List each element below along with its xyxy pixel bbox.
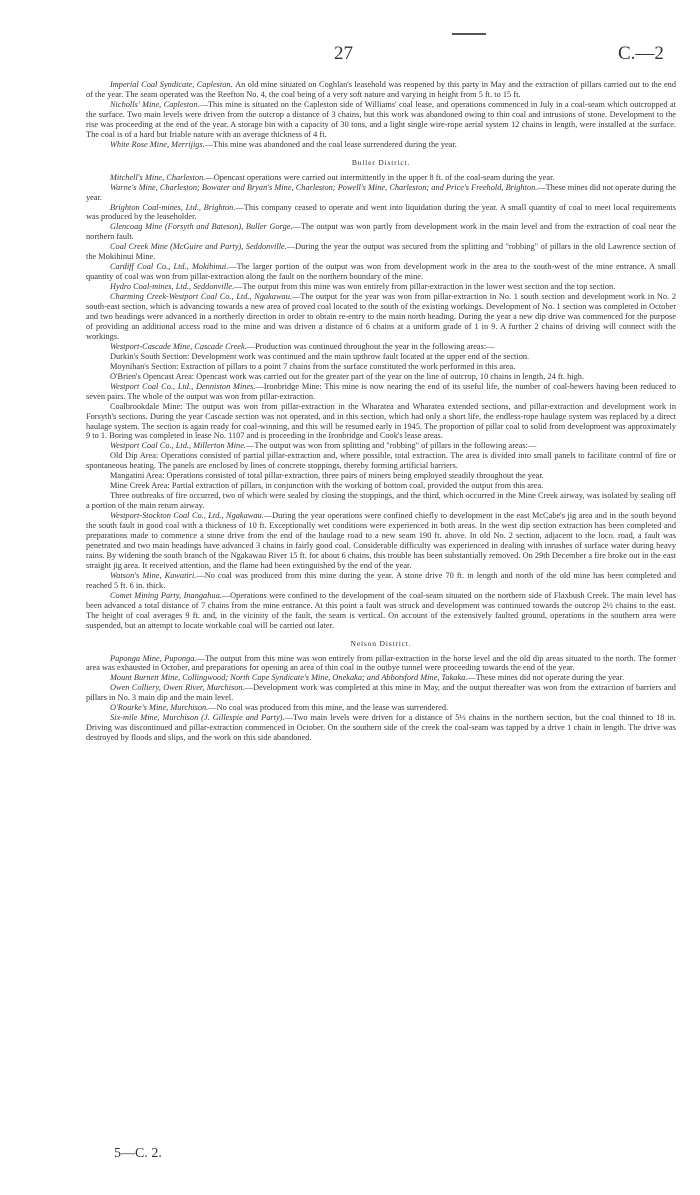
paragraph-text: Three outbreaks of fire occurred, two of which were sealed by closing the stoppings, and the third, which occurred in the Mine Creek airway, was isolated by sealing off a portion of the main return airway. — [86, 491, 676, 511]
paragraph — [86, 382, 676, 402]
paragraph — [86, 203, 676, 223]
paragraph — [86, 222, 676, 242]
paragraph-text: —Production was continued throughout the year in the following areas:— — [246, 341, 495, 351]
paragraph — [86, 511, 676, 571]
paragraph — [86, 282, 676, 292]
paragraph-text: —The output for the year was won from pillar-extraction in No. 1 south section and development work in No. 2 south-east section, which is advancing towards a new area of proved coal located to the south of the existing workings. Development of No. 1 section was completed in October and two headings were advanced in a northerly direction in order to obtain re-entry to the main north heading. During the year a new dip drive was commenced for the purpose of providing an additional access road to the mine and was driven a distance of 6 chains at a uniform grade of 1 in 9. A further 2 chains of driving will connect with the workings. — [86, 292, 676, 341]
paragraph-text: —This mine is situated on the Capleston side of Williams' coal lease, and operations commenced in July in a coal-seam which outcropped at the surface. Two main levels were driven from the outcrop a distance of 3 chains, but this work was abandoned owing to thin coal and intrusions of stone. Development to the rise was proceeding at the end of the year. A storage bin with a capacity of 30 tons, and a light single wire-rope aerial system 12 chains in length, were installed at the surface. The coal is of a hard but friable nature with an average thickness of 4 ft. — [86, 99, 677, 139]
paragraph-text: —The output from this mine was won entirely from pillar-extraction in the horse level and the old dip areas situated to the north. The former area was exhausted in October, and preparations for opening an area of thin coal in the outbye tunnel were proceeding towards the end of the year. — [86, 653, 676, 673]
paragraph-text: —The larger portion of the output was won from development work in the area to the south-west of the mine entrance. A small quantity of coal was won from pillar-extraction along the fault on the northern boundary of the mine. — [86, 262, 676, 282]
paragraph — [86, 591, 676, 631]
sheet-mark: 5—C. 2. — [114, 1146, 162, 1161]
mine-name: Mount Burnett Mine, Collingwood; North Cape Syndicate's Mine, Onekaka; and Abbotsford Mine, Takaka. — [110, 673, 468, 683]
paragraph-text: —Two main levels were driven for a distance of 5½ chains in the northern section, but the coal thinned to 18 in. Driving was discontinued and pillar-extraction commenced in October. On the southern side of the creek the coal-seam was tapped by a drive 1 chain in length. The drive was destroyed by floods and slips, and the work on this side abandoned. — [86, 713, 676, 743]
mine-name: Coal Creek Mine (McGuire and Party), Seddonville. — [110, 242, 287, 252]
paragraph — [86, 481, 676, 491]
paragraph-text: —Development work was completed at this mine in May, and the output thereafter was won from the extraction of barriers and pillars in No. 3 main dip and the main level. — [86, 683, 676, 703]
paragraph-text: Coalbrookdale Mine: The output was won from pillar-extraction in the Wharatea and Wharatea extended sections, and pillar-extraction and development work in Forsyth's sections. During the year Cascade section was not operated, and in this section, which had only a short life, the endless-rope haulage system was replaced by a direct haulage system. The section is again ready for coal-winning, and this will be resumed early in 1945. The proportion of pillar coal to solid from development was approximately 9 to 1. Boring was completed in lease No. 1107 and is proceeding in the Ironbridge and Cook's lease areas. — [86, 401, 676, 441]
paragraph-text: —During the year the output was secured from the splitting and "robbing" of pillars in the old Lawrence section of the Mokihinui Mine. — [86, 242, 677, 262]
paragraph — [86, 683, 676, 703]
document-body — [86, 80, 676, 743]
paragraph — [86, 80, 676, 100]
mine-name: O'Rourke's Mine, Murchison. — [110, 703, 209, 713]
mine-name: Nicholls' Mine, Capleston. — [110, 99, 200, 109]
paragraph-text: —This mine was abandoned and the coal lease surrendered during the year. — [204, 139, 457, 149]
mine-name: Comet Mining Party, Inangahua. — [110, 590, 222, 600]
paragraph — [86, 183, 676, 203]
mine-name: Six-mile Mine, Murchison (J. Gillespie and Party). — [110, 713, 285, 723]
paragraph — [86, 262, 676, 282]
mine-name: Westport Coal Co., Ltd., Denniston Mines. — [110, 381, 256, 391]
paragraph — [86, 362, 676, 372]
paragraph-text: —Opencast operations were carried out intermittently in the upper 8 ft. of the coal-seam during the year. — [205, 172, 555, 182]
paragraph-text: —During the year operations were confined chiefly to development in the east McCabe's jig area and in the south beyond the south fault in good coal with a thickness of 10 ft. Exceptionally wet conditions were experienced in both areas. In the west dip section extraction has been completed and preparations made to commence a stone drive from the end of the haulage road to a new seam 190 ft. above. In old No. 2 section, adjacent to the loco. road, a fault was penetrated and two main headings have advanced 3 chains in fairly good coal. Considerable difficulty was experienced in dealing with inrushes of surface water during heavy rains. By widening the south branch of the Ngakawau River 15 ft. for about 6 chains, this trouble has been substantially removed. On 29th December a fire broke out in the east straight jig area. It received attention, and the flame had been extinguished by the end of the year. — [86, 511, 677, 570]
document-section — [86, 639, 676, 744]
mine-name: Watson's Mine, Kawatiri. — [110, 570, 197, 580]
mine-name: Imperial Coal Syndicate, Capleston. — [110, 80, 236, 89]
paragraph — [86, 342, 676, 352]
mine-name: Westport-Stockton Coal Co., Ltd., Ngakawau. — [110, 511, 264, 521]
paragraph-text: —These mines did not operate during the year. — [86, 182, 676, 202]
mine-name: Charming Creek-Westport Coal Co., Ltd., Ngakawau. — [110, 292, 292, 302]
paragraph — [86, 352, 676, 362]
paragraph-text: Durkin's South Section: Development work was continued and the main upthrow fault located at the upper end of the section. — [110, 351, 530, 361]
paragraph — [86, 654, 676, 674]
ink-mark — [452, 32, 486, 36]
paragraph-text: Mine Creek Area: Partial extraction of pillars, in conjunction with the working of bottom coal, provided the output from this area. — [110, 481, 544, 491]
mine-name: Westport-Cascade Mine, Cascade Creek. — [110, 341, 247, 351]
mine-name: Owen Colliery, Owen River, Murchison. — [110, 683, 245, 693]
mine-name: Hydro Coal-mines, Ltd., Seddonville. — [110, 282, 235, 292]
paragraph-text: —No coal was produced from this mine during the year. A stone drive 70 ft. in length and north of the old mine has been completed and reached 5 ft. 6 in. thick. — [86, 570, 676, 590]
district-heading: Nelson District. — [350, 638, 412, 648]
page-number: 27 — [334, 43, 353, 64]
paragraph — [86, 491, 676, 511]
mine-name: Cardiff Coal Co., Ltd., Mokihinui. — [110, 262, 229, 272]
paragraph-text: Moynihan's Section: Extraction of pillars to a point 7 chains from the surface constituted the work performed in this area. — [110, 361, 516, 371]
paragraph-text: O'Brien's Opencast Area: Opencast work was carried out for the greater part of the year on the line of outcrop, 10 chains in length, 24 ft. high. — [110, 371, 585, 381]
paragraph-text: —No coal was produced from this mine, and the lease was surrendered. — [208, 703, 449, 713]
paragraph — [86, 451, 676, 471]
paragraph — [86, 441, 676, 451]
paragraph-text: —The output from this mine was won entirely from pillar-extraction in the lower west section and the top section. — [234, 282, 616, 292]
paragraph-text: —Ironbridge Mine: This mine is now nearing the end of its useful life, the number of coal-hewers having been reduced to seven pairs. The whole of the output was won from pillar-extraction. — [86, 381, 676, 401]
paragraph — [86, 703, 676, 713]
page-header — [0, 0, 700, 78]
paragraph — [86, 471, 676, 481]
mine-name: Warne's Mine, Charleston; Bowater and Bryan's Mine, Charleston; Powell's Mine, Charleston; and Price's Freehold, Brighton. — [110, 182, 538, 192]
mine-name: White Rose Mine, Merrijigs. — [110, 139, 205, 149]
paragraph — [86, 713, 676, 743]
paragraph-text: —The output was won from splitting and "robbing" of pillars in the following areas:— — [246, 441, 537, 451]
paragraph — [86, 292, 676, 342]
paragraph-text: Old Dip Area: Operations consisted of partial pillar-extraction and, where possible, total extraction. The area is divided into small panels to facilitate control of fire or spontaneous heating. The panels are enclosed by lines of concrete stoppings, thereby forming artificial barriers. — [86, 451, 676, 471]
document-section — [86, 158, 676, 631]
mine-name: Brighton Coal-mines, Ltd., Brighton. — [110, 202, 236, 212]
paragraph-text: —Operations were confined to the development of the coal-seam situated on the northern side of Flaxbush Creek. The main level has been advanced a total distance of 7 chains from the mine entrance. At this point a fault was struck and development was continued towards the outcrop 2½ chains to the east. The height of coal averages 9 ft. and, in the vicinity of the fault, the seam is vertical. On account of the extensively faulted ground, operations in the southern area were suspended, but an attempt to locate workable coal will be carried out later. — [86, 590, 676, 630]
paragraph — [86, 173, 676, 183]
paragraph — [86, 100, 676, 140]
mine-name: Mitchell's Mine, Charleston. — [110, 172, 206, 182]
mine-name: Westport Coal Co., Ltd., Millerton Mine. — [110, 441, 247, 451]
district-heading: Buller District. — [351, 157, 411, 167]
paragraph-text: —These mines did not operate during the year. — [467, 673, 625, 683]
mine-name: Puponga Mine, Puponga. — [110, 653, 197, 663]
document-section — [86, 80, 676, 150]
mine-name: Glencoag Mine (Forsyth and Bateson), Buller Gorge. — [110, 222, 293, 232]
paragraph-text: —The output was won partly from development work in the main level and from the extraction of coal near the northern fault. — [86, 222, 677, 242]
paragraph — [86, 673, 676, 683]
paragraph — [86, 242, 676, 262]
page-signature: C.—2 — [618, 43, 664, 64]
paragraph — [86, 571, 676, 591]
paragraph — [86, 372, 676, 382]
paragraph — [86, 402, 676, 442]
paragraph — [86, 140, 676, 150]
paragraph-text: —This company ceased to operate and went into liquidation during the year. A small quantity of coal to meet local requirements was produced by the leaseholder. — [86, 202, 676, 222]
paragraph-text: Mangatini Area: Operations consisted of total pillar-extraction, three pairs of miners being employed steadily throughout the year. — [110, 471, 544, 481]
paragraph-text: An old mine situated on Coghlan's leasehold was reopened by this party in May and the extraction of pillars carried out to the end of the year. The seam operated was the Reefton No. 4, the coal being of a very soft nature and varying in height from 5 ft. to 15 ft. — [86, 80, 676, 99]
